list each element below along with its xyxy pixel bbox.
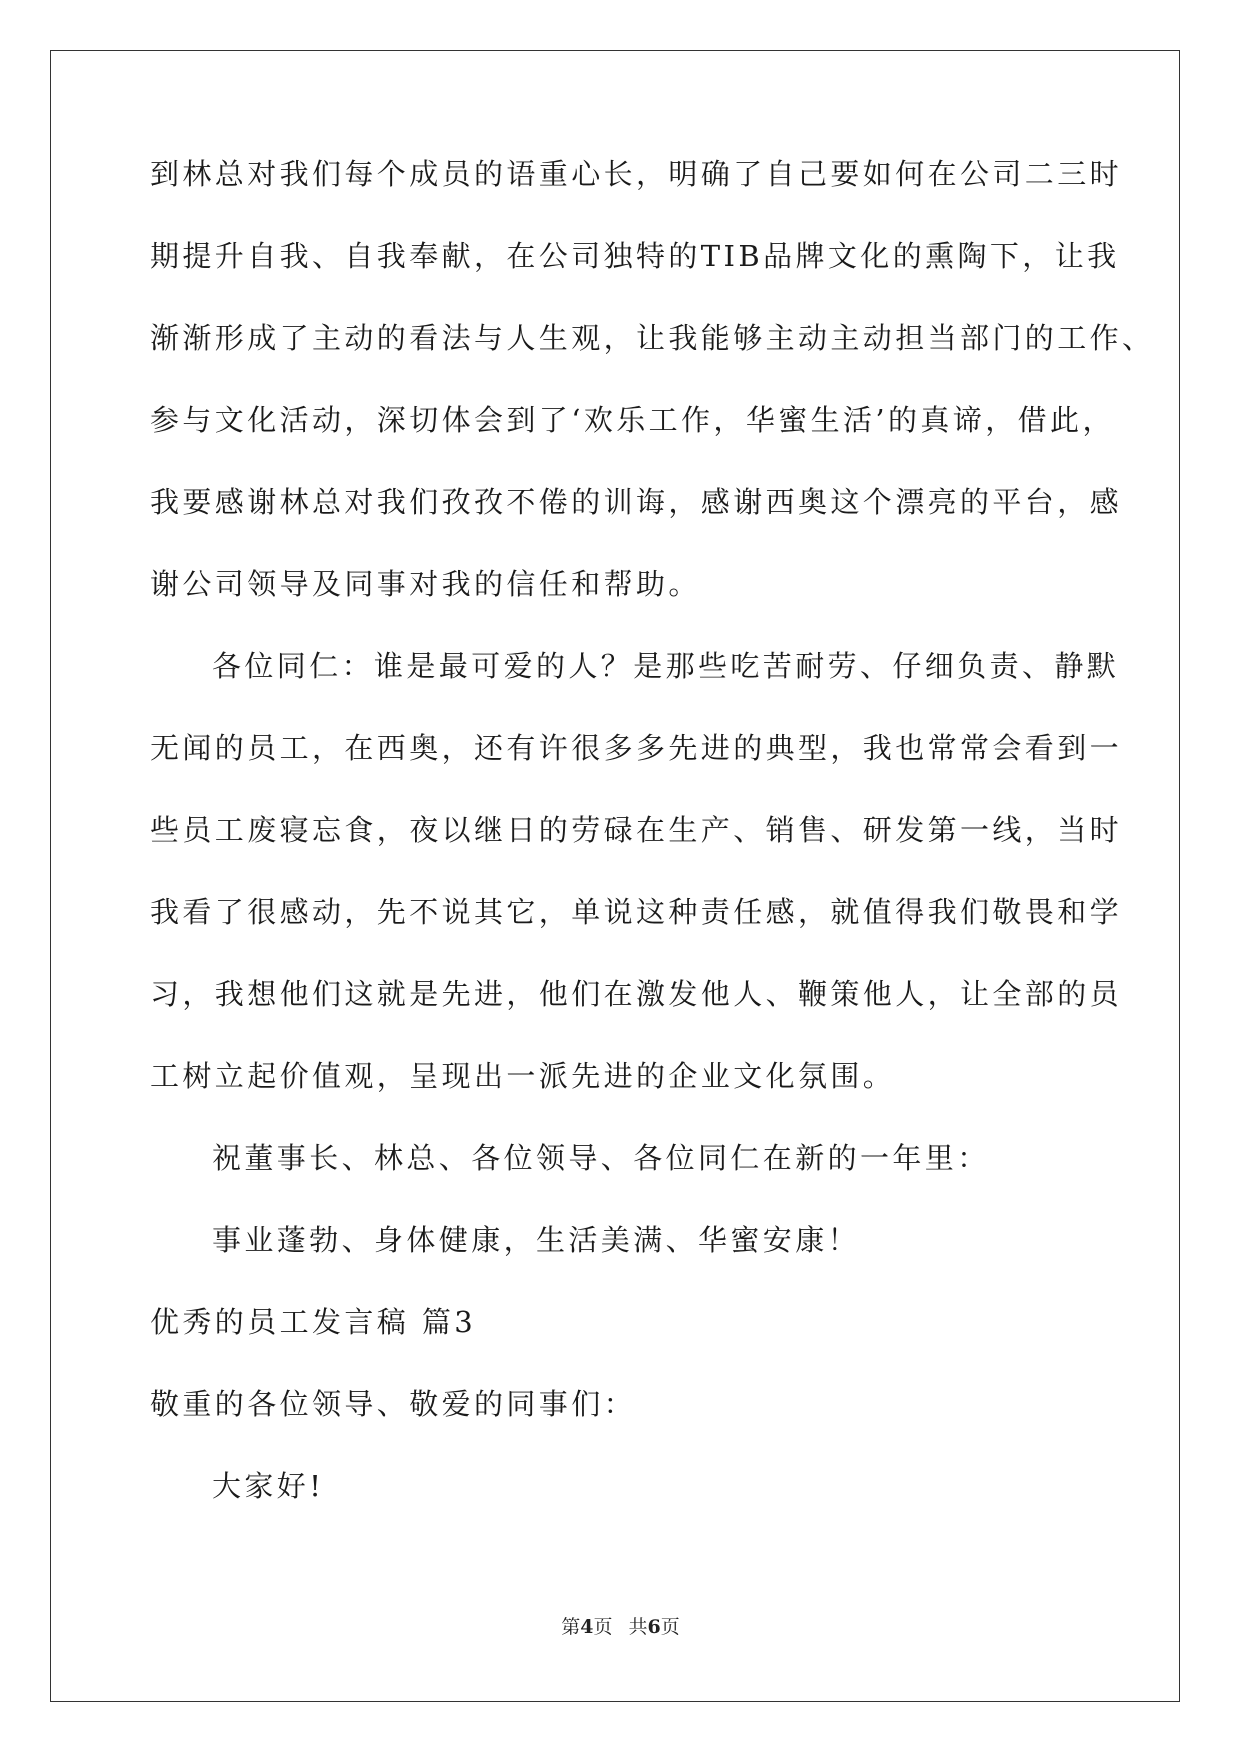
page-label-prefix: 第 (561, 1616, 581, 1638)
body-line: 参与文化活动，深切体会到了‘欢乐工作，华蜜生活’的真谛，借此， (150, 403, 1115, 437)
total-label-prefix: 共 (628, 1616, 648, 1638)
body-line: 事业蓬勃、身体健康，生活美满、华蜜安康！ (212, 1223, 861, 1257)
body-line: 祝董事长、林总、各位领导、各位同仁在新的一年里： (212, 1141, 990, 1175)
body-line: 期提升自我、自我奉献，在公司独特的TIB品牌文化的熏陶下，让我 (150, 239, 1120, 273)
body-line: 些员工废寝忘食，夜以继日的劳碌在生产、销售、研发第一线，当时 (150, 813, 1123, 847)
section-heading: 优秀的员工发言稿 篇3 (150, 1305, 477, 1339)
greeting: 大家好! (212, 1469, 325, 1503)
body-line: 谢公司领导及同事对我的信任和帮助。 (150, 567, 701, 601)
body-line: 工树立起价值观，呈现出一派先进的企业文化氛围。 (150, 1059, 896, 1093)
body-line: 我要感谢林总对我们孜孜不倦的训诲，感谢西奥这个漂亮的平台，感 (150, 485, 1123, 519)
page-label-suffix: 页 (593, 1616, 613, 1638)
total-label-suffix: 页 (660, 1616, 680, 1638)
body-line: 各位同仁：谁是最可爱的人？是那些吃苦耐劳、仔细负责、静默 (212, 649, 1120, 683)
body-line: 我看了很感动，先不说其它，单说这种责任感，就值得我们敬畏和学 (150, 895, 1123, 929)
current-page-number: 4 (580, 1616, 594, 1638)
body-line: 习，我想他们这就是先进，他们在激发他人、鞭策他人，让全部的员 (150, 977, 1123, 1011)
body-line: 无闻的员工，在西奥，还有许很多多先进的典型，我也常常会看到一 (150, 731, 1123, 765)
page-footer (0, 1612, 1241, 1639)
page-border (50, 50, 1180, 1702)
total-page-number: 6 (647, 1616, 661, 1638)
body-line: 渐渐形成了主动的看法与人生观，让我能够主动主动担当部门的工作、 (150, 321, 1155, 355)
body-line: 到林总对我们每个成员的语重心长，明确了自己要如何在公司二三时 (150, 157, 1123, 191)
salutation: 敬重的各位领导、敬爱的同事们： (150, 1387, 637, 1421)
